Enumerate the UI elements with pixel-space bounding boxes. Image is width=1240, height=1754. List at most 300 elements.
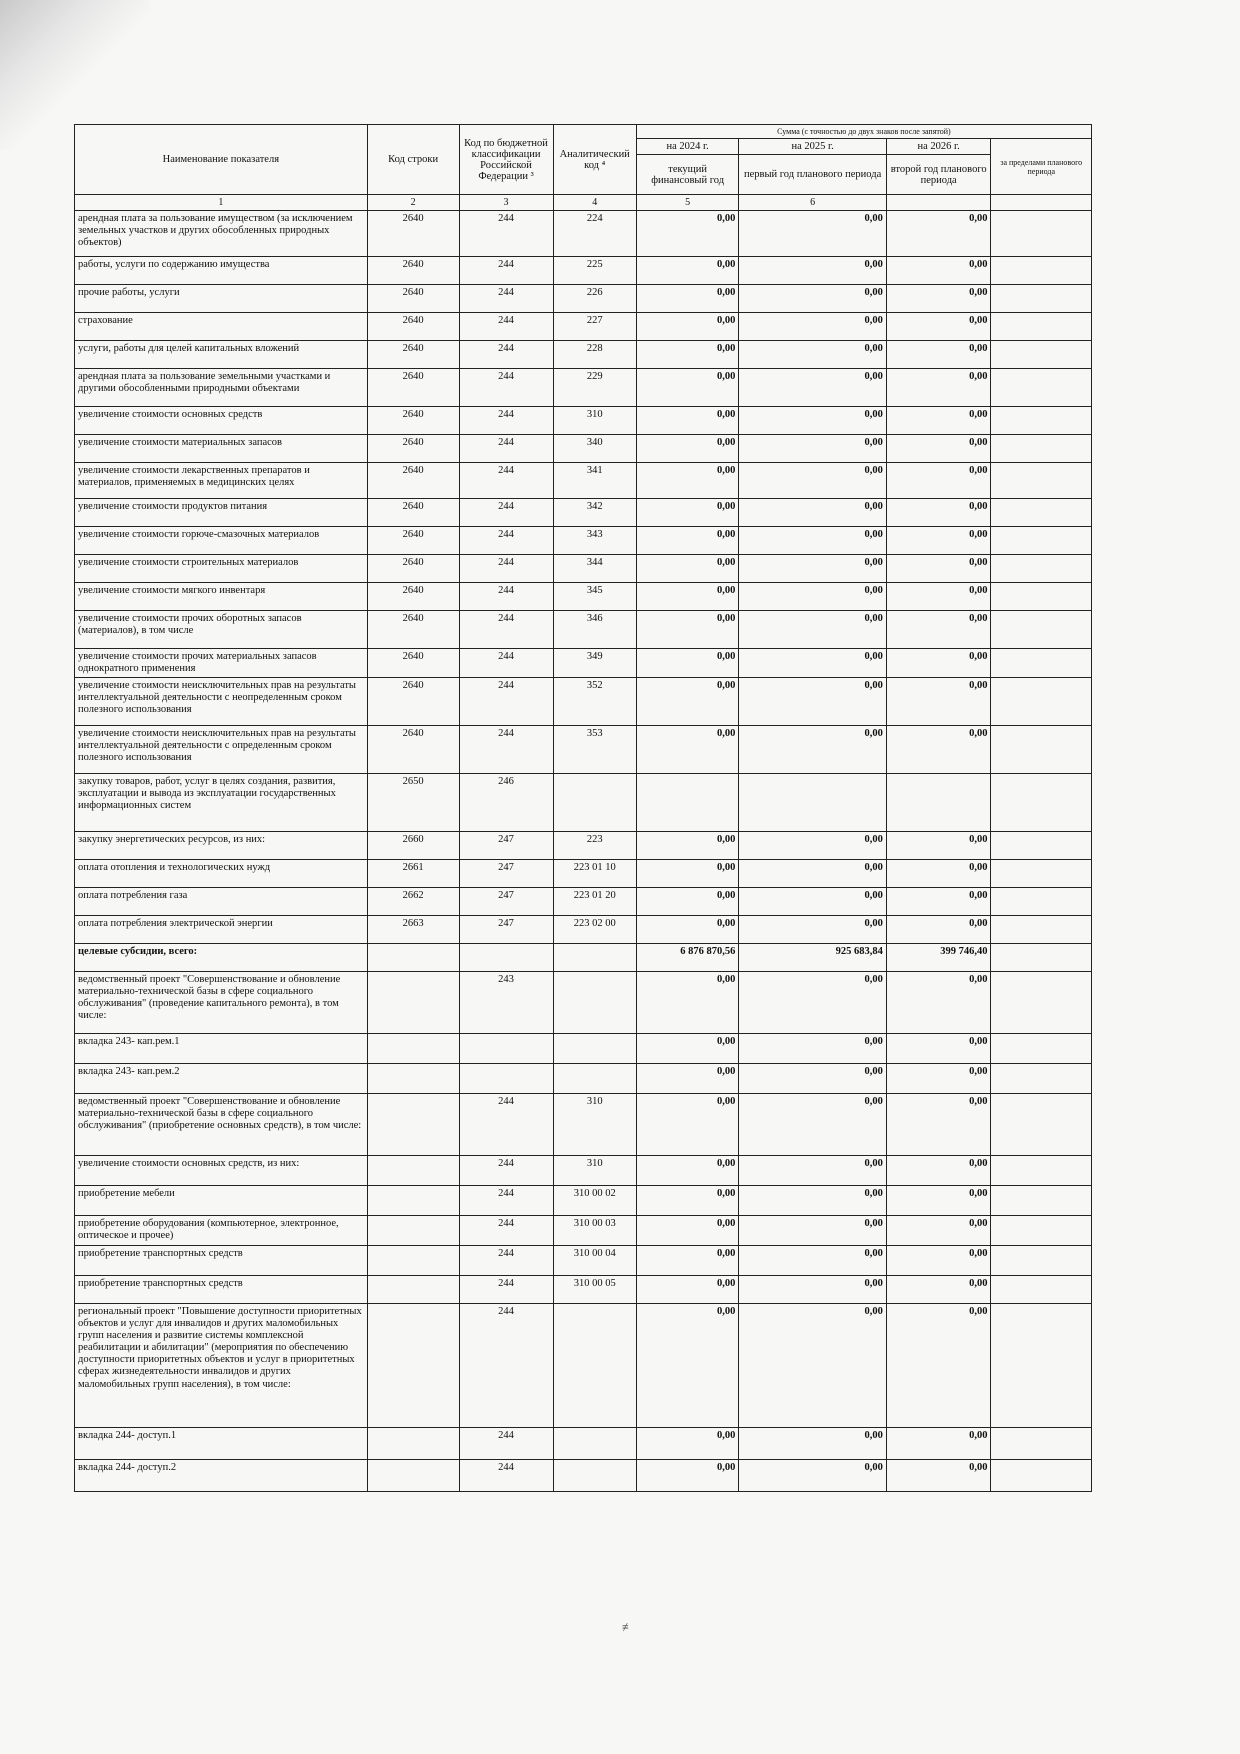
row-line-code: [367, 1094, 459, 1156]
row-amount-2025: 925 683,84: [739, 944, 886, 972]
row-amount-beyond: [991, 313, 1092, 341]
row-name: арендная плата за пользование земельными участками и другими обособленными природными объектами: [75, 369, 368, 407]
scan-mark: ≢: [622, 1620, 634, 1634]
row-amount-2024: 0,00: [636, 916, 739, 944]
row-amount-2024: 0,00: [636, 1304, 739, 1428]
row-amount-2026: 0,00: [886, 726, 991, 774]
row-budget-code: 244: [459, 285, 553, 313]
row-amount-beyond: [991, 1034, 1092, 1064]
row-budget-code: 244: [459, 499, 553, 527]
row-name: увеличение стоимости неисключительных прав на результаты интеллектуальной деятельности с неопределенным сроком полезного использования: [75, 678, 368, 726]
row-amount-beyond: [991, 555, 1092, 583]
row-amount-beyond: [991, 916, 1092, 944]
row-analytic-code: [553, 1460, 636, 1492]
row-analytic-code: 229: [553, 369, 636, 407]
row-amount-2024: 0,00: [636, 1216, 739, 1246]
table-row: [75, 463, 1092, 499]
row-name: оплата отопления и технологических нужд: [75, 860, 368, 888]
row-line-code: [367, 1428, 459, 1460]
table-row: [75, 313, 1092, 341]
row-line-code: [367, 944, 459, 972]
col-number: 1: [75, 195, 368, 211]
row-amount-2024: 0,00: [636, 726, 739, 774]
row-amount-beyond: [991, 1064, 1092, 1094]
row-budget-code: 244: [459, 1276, 553, 1304]
table-row: [75, 1064, 1092, 1094]
row-amount-2026: 0,00: [886, 1216, 991, 1246]
table-row: [75, 407, 1092, 435]
row-name: вкладка 243- кап.рем.1: [75, 1034, 368, 1064]
row-name: увеличение стоимости мягкого инвентаря: [75, 583, 368, 611]
row-amount-2025: 0,00: [739, 211, 886, 257]
row-amount-beyond: [991, 1246, 1092, 1276]
row-amount-2024: 0,00: [636, 527, 739, 555]
row-amount-2026: 0,00: [886, 1094, 991, 1156]
row-amount-2024: 0,00: [636, 1156, 739, 1186]
row-line-code: 2640: [367, 407, 459, 435]
row-line-code: [367, 1276, 459, 1304]
row-amount-2024: 0,00: [636, 555, 739, 583]
row-amount-2025: 0,00: [739, 832, 886, 860]
row-line-code: [367, 1304, 459, 1428]
row-amount-2026: 0,00: [886, 1186, 991, 1216]
row-line-code: 2640: [367, 527, 459, 555]
row-amount-2024: 0,00: [636, 649, 739, 678]
row-amount-2025: 0,00: [739, 341, 886, 369]
row-amount-2025: 0,00: [739, 527, 886, 555]
row-amount-2024: 0,00: [636, 1186, 739, 1216]
row-amount-2026: 0,00: [886, 1064, 991, 1094]
row-name: ведомственный проект "Совершенствование и обновление материально-технической базы в сфере социального обслуживания" (приобретение основных средств), в том числе:: [75, 1094, 368, 1156]
row-budget-code: 244: [459, 527, 553, 555]
row-name: целевые субсидии, всего:: [75, 944, 368, 972]
row-budget-code: 244: [459, 369, 553, 407]
row-analytic-code: 223: [553, 832, 636, 860]
row-analytic-code: [553, 1034, 636, 1064]
header-sub-2026: второй год планового периода: [886, 155, 991, 195]
row-line-code: 2660: [367, 832, 459, 860]
row-name: ведомственный проект "Совершенствование и обновление материально-технической базы в сфере социального обслуживания" (проведение капитального ремонта), в том числе:: [75, 972, 368, 1034]
row-amount-2026: [886, 774, 991, 832]
row-analytic-code: 343: [553, 527, 636, 555]
table-row: [75, 1460, 1092, 1492]
row-budget-code: 244: [459, 555, 553, 583]
row-budget-code: 247: [459, 888, 553, 916]
row-amount-2026: 0,00: [886, 257, 991, 285]
row-budget-code: 244: [459, 435, 553, 463]
row-amount-2024: 0,00: [636, 972, 739, 1034]
header-year-2026: на 2026 г.: [886, 139, 991, 155]
row-amount-beyond: [991, 774, 1092, 832]
row-line-code: 2640: [367, 257, 459, 285]
row-analytic-code: 310 00 02: [553, 1186, 636, 1216]
row-amount-2025: 0,00: [739, 860, 886, 888]
row-analytic-code: 352: [553, 678, 636, 726]
row-amount-2024: 0,00: [636, 1276, 739, 1304]
row-line-code: 2650: [367, 774, 459, 832]
row-amount-beyond: [991, 1276, 1092, 1304]
table-row: [75, 285, 1092, 313]
row-amount-2026: 0,00: [886, 1276, 991, 1304]
table-row: [75, 916, 1092, 944]
row-amount-2024: 0,00: [636, 1094, 739, 1156]
table-row: [75, 972, 1092, 1034]
row-amount-2024: 0,00: [636, 1246, 739, 1276]
row-amount-2024: 0,00: [636, 678, 739, 726]
table-row: [75, 1216, 1092, 1246]
row-budget-code: 244: [459, 1304, 553, 1428]
row-amount-beyond: [991, 649, 1092, 678]
row-budget-code: 244: [459, 678, 553, 726]
row-name: увеличение стоимости неисключительных прав на результаты интеллектуальной деятельности с определенным сроком полезного использования: [75, 726, 368, 774]
row-amount-2026: 0,00: [886, 649, 991, 678]
table-row: [75, 1186, 1092, 1216]
table-row: [75, 527, 1092, 555]
row-amount-2026: 0,00: [886, 888, 991, 916]
table-row: [75, 1156, 1092, 1186]
row-budget-code: 244: [459, 1246, 553, 1276]
row-analytic-code: 223 01 20: [553, 888, 636, 916]
row-amount-2025: 0,00: [739, 1034, 886, 1064]
row-amount-beyond: [991, 407, 1092, 435]
table-row: [75, 499, 1092, 527]
row-analytic-code: [553, 972, 636, 1034]
row-amount-2024: 0,00: [636, 435, 739, 463]
header-budget-code: Код по бюджетной классификации Российской Федерации ³: [459, 125, 553, 195]
row-name: оплата потребления электрической энергии: [75, 916, 368, 944]
row-line-code: 2640: [367, 285, 459, 313]
row-amount-2025: 0,00: [739, 611, 886, 649]
row-amount-beyond: [991, 1428, 1092, 1460]
row-line-code: 2640: [367, 463, 459, 499]
row-name: увеличение стоимости строительных материалов: [75, 555, 368, 583]
row-line-code: [367, 1246, 459, 1276]
row-amount-2025: 0,00: [739, 678, 886, 726]
row-name: вкладка 243- кап.рем.2: [75, 1064, 368, 1094]
table-row: [75, 583, 1092, 611]
row-amount-2026: 0,00: [886, 463, 991, 499]
row-line-code: [367, 1216, 459, 1246]
row-amount-beyond: [991, 369, 1092, 407]
row-name: приобретение оборудования (компьютерное, электронное, оптическое и прочее): [75, 1216, 368, 1246]
row-name: страхование: [75, 313, 368, 341]
row-amount-2025: 0,00: [739, 1216, 886, 1246]
table-row: [75, 832, 1092, 860]
row-amount-2025: 0,00: [739, 726, 886, 774]
row-amount-2024: 0,00: [636, 463, 739, 499]
row-line-code: 2640: [367, 369, 459, 407]
row-name: прочие работы, услуги: [75, 285, 368, 313]
table-row: [75, 1034, 1092, 1064]
header-analytic-code: Аналитический код ⁴: [553, 125, 636, 195]
col-number: 5: [636, 195, 739, 211]
col-number: 6: [739, 195, 886, 211]
budget-table: [74, 124, 1092, 1492]
row-amount-2026: 0,00: [886, 341, 991, 369]
row-amount-2025: 0,00: [739, 1304, 886, 1428]
row-amount-2025: 0,00: [739, 285, 886, 313]
row-budget-code: 247: [459, 832, 553, 860]
row-line-code: 2640: [367, 555, 459, 583]
row-analytic-code: 353: [553, 726, 636, 774]
row-amount-beyond: [991, 860, 1092, 888]
row-analytic-code: 342: [553, 499, 636, 527]
row-analytic-code: 228: [553, 341, 636, 369]
row-amount-2024: 0,00: [636, 313, 739, 341]
row-amount-2026: 399 746,40: [886, 944, 991, 972]
row-budget-code: [459, 1064, 553, 1094]
row-budget-code: 244: [459, 313, 553, 341]
row-budget-code: 244: [459, 1094, 553, 1156]
row-budget-code: 247: [459, 916, 553, 944]
row-amount-beyond: [991, 1216, 1092, 1246]
row-name: увеличение стоимости прочих оборотных запасов (материалов), в том числе: [75, 611, 368, 649]
row-amount-2026: 0,00: [886, 1428, 991, 1460]
row-amount-beyond: [991, 678, 1092, 726]
row-amount-2025: 0,00: [739, 499, 886, 527]
row-amount-beyond: [991, 1460, 1092, 1492]
row-analytic-code: 341: [553, 463, 636, 499]
row-name: оплата потребления газа: [75, 888, 368, 916]
row-amount-2026: 0,00: [886, 211, 991, 257]
table-row: [75, 555, 1092, 583]
row-analytic-code: 226: [553, 285, 636, 313]
row-amount-2026: 0,00: [886, 972, 991, 1034]
row-budget-code: 244: [459, 1156, 553, 1186]
row-line-code: 2640: [367, 678, 459, 726]
row-name: увеличение стоимости лекарственных препаратов и материалов, применяемых в медицинских целях: [75, 463, 368, 499]
row-analytic-code: [553, 944, 636, 972]
row-line-code: [367, 1186, 459, 1216]
row-name: вкладка 244- доступ.2: [75, 1460, 368, 1492]
row-amount-2025: 0,00: [739, 435, 886, 463]
table-row: [75, 611, 1092, 649]
col-number: [991, 195, 1092, 211]
table-row: [75, 435, 1092, 463]
row-line-code: 2663: [367, 916, 459, 944]
row-analytic-code: [553, 1304, 636, 1428]
row-line-code: 2640: [367, 313, 459, 341]
row-name: приобретение транспортных средств: [75, 1276, 368, 1304]
row-line-code: 2640: [367, 341, 459, 369]
row-amount-2026: 0,00: [886, 555, 991, 583]
row-budget-code: 244: [459, 341, 553, 369]
row-amount-2025: 0,00: [739, 888, 886, 916]
row-analytic-code: 225: [553, 257, 636, 285]
row-amount-2025: 0,00: [739, 369, 886, 407]
row-analytic-code: 224: [553, 211, 636, 257]
row-amount-2024: 0,00: [636, 369, 739, 407]
header-sub-2024: текущий финансовый год: [636, 155, 739, 195]
row-name: увеличение стоимости горюче-смазочных материалов: [75, 527, 368, 555]
row-budget-code: 247: [459, 860, 553, 888]
row-budget-code: 244: [459, 611, 553, 649]
row-amount-2025: 0,00: [739, 972, 886, 1034]
row-amount-2024: 0,00: [636, 1460, 739, 1492]
row-amount-2025: 0,00: [739, 1276, 886, 1304]
row-amount-2024: 0,00: [636, 499, 739, 527]
row-amount-2025: [739, 774, 886, 832]
row-amount-2025: 0,00: [739, 916, 886, 944]
row-amount-beyond: [991, 285, 1092, 313]
col-number: [886, 195, 991, 211]
table-row: [75, 211, 1092, 257]
row-amount-2026: 0,00: [886, 832, 991, 860]
row-budget-code: 244: [459, 463, 553, 499]
row-name: закупку товаров, работ, услуг в целях создания, развития, эксплуатации и вывода из эксплуатации государственных информационных систем: [75, 774, 368, 832]
row-amount-2025: 0,00: [739, 257, 886, 285]
row-amount-2024: 0,00: [636, 1034, 739, 1064]
row-name: региональный проект "Повышение доступности приоритетных объектов и услуг для инвалидов и других маломобильных групп населения и развитие системы комплексной реабилитации и абилитации" (мероприятия по обеспечению доступности приоритетных объектов и услуг в приоритетных сферах жизнедеятельности инвалидов и других маломобильных групп населения), в том числе:: [75, 1304, 368, 1428]
row-amount-2026: 0,00: [886, 1246, 991, 1276]
row-name: увеличение стоимости основных средств: [75, 407, 368, 435]
row-budget-code: 243: [459, 972, 553, 1034]
table-row: [75, 774, 1092, 832]
row-amount-beyond: [991, 1156, 1092, 1186]
row-amount-beyond: [991, 1186, 1092, 1216]
row-budget-code: 244: [459, 649, 553, 678]
row-amount-2026: 0,00: [886, 583, 991, 611]
row-amount-beyond: [991, 888, 1092, 916]
row-amount-beyond: [991, 257, 1092, 285]
row-analytic-code: 310 00 04: [553, 1246, 636, 1276]
col-number: 4: [553, 195, 636, 211]
row-amount-2025: 0,00: [739, 1156, 886, 1186]
row-amount-2026: 0,00: [886, 678, 991, 726]
row-name: увеличение стоимости прочих материальных запасов однократного применения: [75, 649, 368, 678]
row-analytic-code: [553, 1064, 636, 1094]
row-line-code: [367, 1034, 459, 1064]
row-amount-2025: 0,00: [739, 1246, 886, 1276]
header-sub-2025: первый год планового периода: [739, 155, 886, 195]
row-line-code: 2640: [367, 499, 459, 527]
row-amount-2024: 0,00: [636, 888, 739, 916]
row-name: арендная плата за пользование имуществом (за исключением земельных участков и других обособленных природных объектов): [75, 211, 368, 257]
table-row: [75, 888, 1092, 916]
row-amount-2026: 0,00: [886, 860, 991, 888]
row-name: увеличение стоимости продуктов питания: [75, 499, 368, 527]
col-number: 2: [367, 195, 459, 211]
row-line-code: 2640: [367, 726, 459, 774]
header-year-2024: на 2024 г.: [636, 139, 739, 155]
row-amount-2024: 0,00: [636, 257, 739, 285]
row-budget-code: 244: [459, 1216, 553, 1246]
row-amount-2026: 0,00: [886, 527, 991, 555]
row-analytic-code: 349: [553, 649, 636, 678]
row-amount-beyond: [991, 435, 1092, 463]
row-line-code: 2640: [367, 611, 459, 649]
row-name: приобретение мебели: [75, 1186, 368, 1216]
row-amount-2025: 0,00: [739, 583, 886, 611]
header-line-code: Код строки: [367, 125, 459, 195]
row-amount-2025: 0,00: [739, 1460, 886, 1492]
row-line-code: 2662: [367, 888, 459, 916]
row-amount-2026: 0,00: [886, 1034, 991, 1064]
row-budget-code: 244: [459, 726, 553, 774]
row-amount-2024: [636, 774, 739, 832]
row-analytic-code: 310 00 05: [553, 1276, 636, 1304]
row-amount-beyond: [991, 1304, 1092, 1428]
row-analytic-code: 345: [553, 583, 636, 611]
row-amount-2025: 0,00: [739, 555, 886, 583]
header-year-2025: на 2025 г.: [739, 139, 886, 155]
row-amount-2024: 6 876 870,56: [636, 944, 739, 972]
header-sum-title: Сумма (с точностью до двух знаков после запятой): [636, 125, 1091, 139]
row-name: увеличение стоимости материальных запасов: [75, 435, 368, 463]
table-row: [75, 649, 1092, 678]
row-budget-code: [459, 944, 553, 972]
row-name: закупку энергетических ресурсов, из них:: [75, 832, 368, 860]
row-amount-2024: 0,00: [636, 285, 739, 313]
row-budget-code: [459, 1034, 553, 1064]
row-analytic-code: 346: [553, 611, 636, 649]
row-analytic-code: 344: [553, 555, 636, 583]
row-name: услуги, работы для целей капитальных вложений: [75, 341, 368, 369]
row-amount-beyond: [991, 1094, 1092, 1156]
table-row: [75, 1276, 1092, 1304]
table-row: [75, 678, 1092, 726]
row-name: увеличение стоимости основных средств, из них:: [75, 1156, 368, 1186]
row-amount-beyond: [991, 944, 1092, 972]
row-amount-2026: 0,00: [886, 313, 991, 341]
row-amount-2024: 0,00: [636, 341, 739, 369]
row-amount-2026: 0,00: [886, 407, 991, 435]
row-amount-beyond: [991, 527, 1092, 555]
row-line-code: 2640: [367, 211, 459, 257]
row-amount-beyond: [991, 726, 1092, 774]
row-name: вкладка 244- доступ.1: [75, 1428, 368, 1460]
table-row: [75, 1304, 1092, 1428]
row-budget-code: 246: [459, 774, 553, 832]
row-amount-beyond: [991, 972, 1092, 1034]
row-amount-2024: 0,00: [636, 1064, 739, 1094]
table-row: [75, 944, 1092, 972]
row-amount-2025: 0,00: [739, 1094, 886, 1156]
row-analytic-code: 310: [553, 1156, 636, 1186]
row-amount-2026: 0,00: [886, 1156, 991, 1186]
row-line-code: 2661: [367, 860, 459, 888]
row-amount-2025: 0,00: [739, 1428, 886, 1460]
row-amount-2025: 0,00: [739, 649, 886, 678]
row-amount-2026: 0,00: [886, 916, 991, 944]
row-amount-2024: 0,00: [636, 611, 739, 649]
col-number: 3: [459, 195, 553, 211]
row-amount-beyond: [991, 499, 1092, 527]
row-amount-2024: 0,00: [636, 832, 739, 860]
header-name: Наименование показателя: [75, 125, 368, 195]
row-amount-2026: 0,00: [886, 1304, 991, 1428]
row-analytic-code: 310: [553, 1094, 636, 1156]
row-budget-code: 244: [459, 1186, 553, 1216]
table-row: [75, 726, 1092, 774]
row-analytic-code: 223 02 00: [553, 916, 636, 944]
budget-sheet: [74, 124, 1092, 1492]
table-row: [75, 257, 1092, 285]
row-budget-code: 244: [459, 1428, 553, 1460]
table-row: [75, 341, 1092, 369]
row-line-code: [367, 1460, 459, 1492]
table-body: [75, 211, 1092, 1492]
row-amount-2026: 0,00: [886, 1460, 991, 1492]
row-budget-code: 244: [459, 257, 553, 285]
header-beyond: за пределами планового периода: [991, 139, 1092, 195]
row-amount-2024: 0,00: [636, 407, 739, 435]
row-line-code: 2640: [367, 649, 459, 678]
row-amount-beyond: [991, 611, 1092, 649]
row-budget-code: 244: [459, 1460, 553, 1492]
row-amount-beyond: [991, 583, 1092, 611]
row-amount-2024: 0,00: [636, 583, 739, 611]
